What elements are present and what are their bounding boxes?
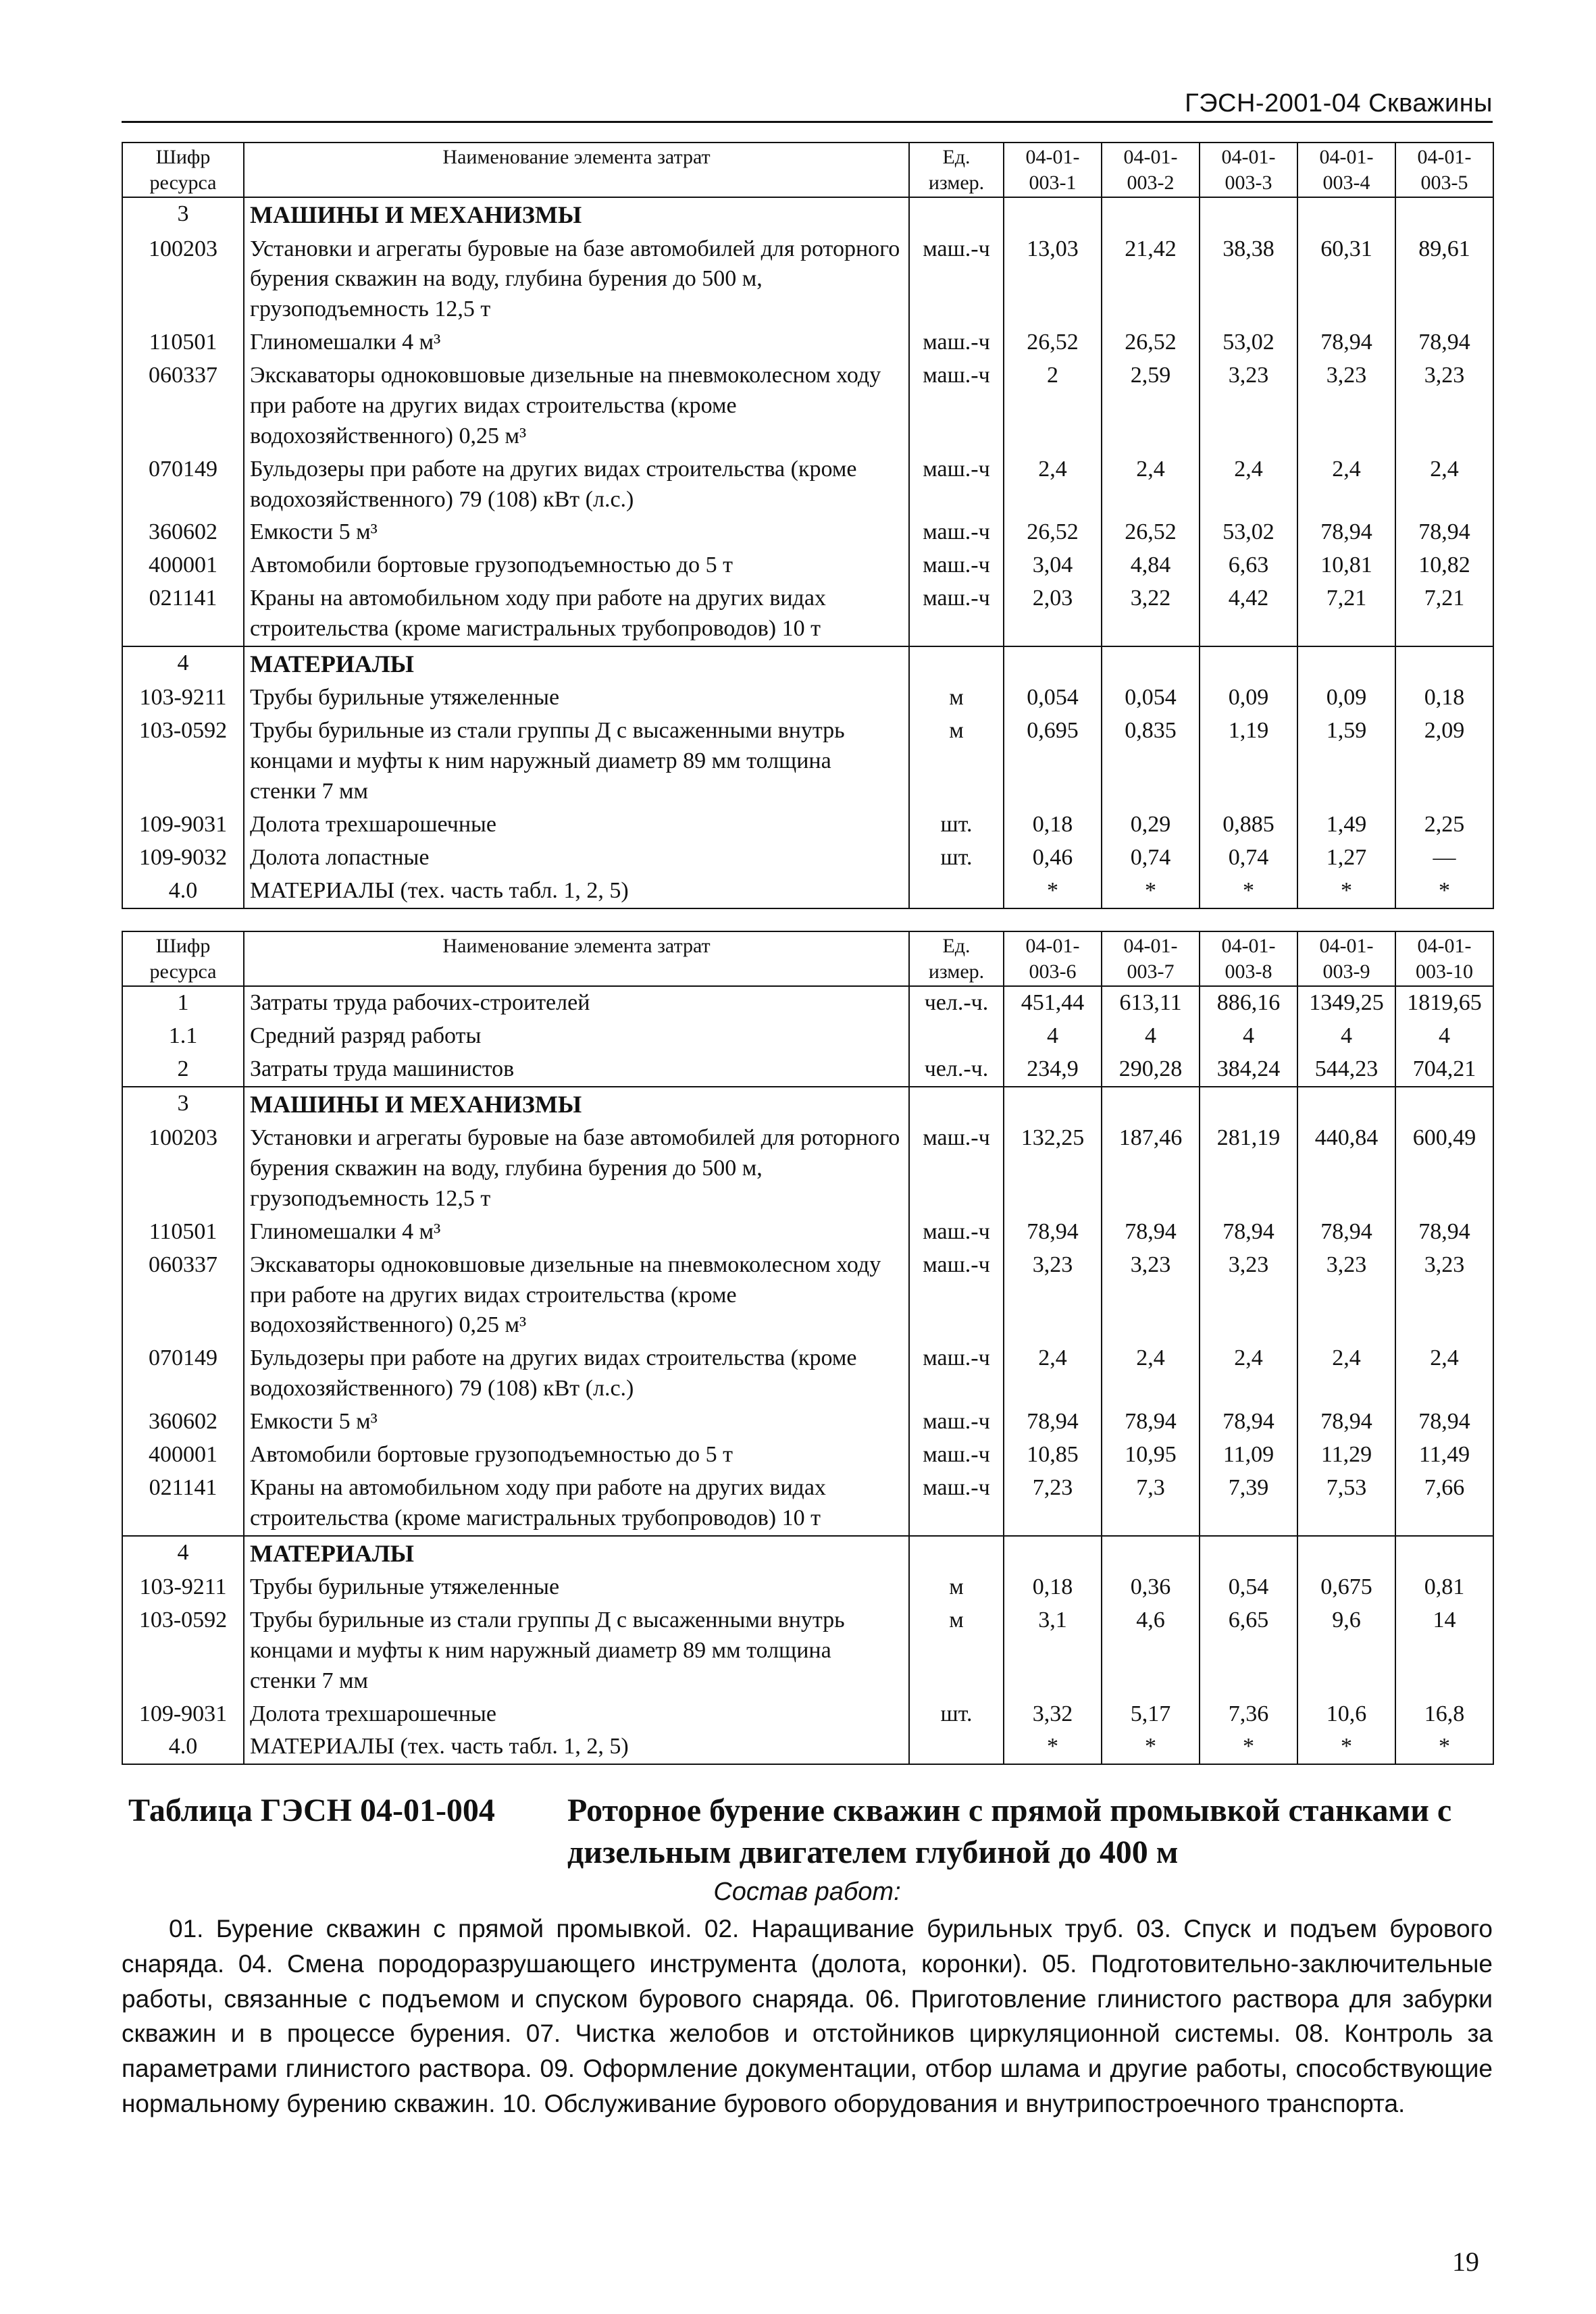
resource-code-cell: 109-9031 [122, 1698, 244, 1731]
value-cell: 1,49 [1297, 808, 1395, 842]
value-cell: 886,16 [1200, 986, 1297, 1020]
value-cell: 0,885 [1200, 808, 1297, 842]
header-unit: Ед. измер. [909, 143, 1004, 197]
value-cell: 60,31 [1297, 233, 1395, 327]
unit-cell [909, 1020, 1004, 1053]
resource-code-cell: 4 [122, 646, 244, 682]
value-cell [1297, 197, 1395, 233]
cost-element-name-cell: Трубы бурильные из стали группы Д с высаженными внутрь концами и муфты к ним наружный диаметр 89 мм толщина стенки 7 мм [244, 715, 909, 808]
value-cell: 2,4 [1102, 453, 1200, 517]
value-cell: 4 [1395, 1020, 1493, 1053]
value-cell: 78,94 [1297, 1406, 1395, 1439]
unit-cell: маш.-ч [909, 1216, 1004, 1249]
running-header: ГЭСН-2001-04 Скважины [122, 89, 1493, 123]
resource-table-2 [122, 931, 1494, 1765]
value-cell: 3,04 [1004, 549, 1102, 582]
value-cell: 16,8 [1395, 1698, 1493, 1731]
value-cell: 0,18 [1395, 682, 1493, 715]
table-row [122, 1342, 1493, 1406]
value-cell: 11,49 [1395, 1439, 1493, 1472]
value-cell: * [1297, 1730, 1395, 1764]
header-col: 04-01-003-7 [1102, 931, 1200, 986]
value-cell: 4 [1102, 1020, 1200, 1053]
value-cell: 704,21 [1395, 1053, 1493, 1087]
cost-element-name-cell: Автомобили бортовые грузоподъемностью до 5 т [244, 549, 909, 582]
cost-element-name-cell: Трубы бурильные из стали группы Д с высаженными внутрь концами и муфты к ним наружный диаметр 89 мм толщина стенки 7 мм [244, 1604, 909, 1698]
resource-code-cell: 2 [122, 1053, 244, 1087]
unit-cell: маш.-ч [909, 453, 1004, 517]
resource-code-cell: 109-9031 [122, 808, 244, 842]
value-cell: 3,23 [1004, 1249, 1102, 1343]
value-cell: 0,54 [1200, 1571, 1297, 1604]
cost-element-name-cell: Емкости 5 м³ [244, 516, 909, 549]
resource-code-cell: 4 [122, 1536, 244, 1572]
resource-code-cell: 103-9211 [122, 682, 244, 715]
cost-element-name-cell: Трубы бурильные утяжеленные [244, 1571, 909, 1604]
header-name: Наименование элемента затрат [244, 931, 909, 986]
resource-code-cell: 060337 [122, 1249, 244, 1343]
value-cell: 26,52 [1004, 326, 1102, 359]
resource-code-cell: 100203 [122, 233, 244, 327]
unit-cell: маш.-ч [909, 516, 1004, 549]
value-cell: 2,25 [1395, 808, 1493, 842]
value-cell: 78,94 [1297, 1216, 1395, 1249]
value-cell: 7,21 [1395, 582, 1493, 646]
table-row [122, 875, 1493, 908]
table-header-row [122, 143, 1493, 197]
resource-code-cell: 070149 [122, 1342, 244, 1406]
value-cell: 0,835 [1102, 715, 1200, 808]
value-cell: 9,6 [1297, 1604, 1395, 1698]
resource-table-1 [122, 142, 1494, 909]
value-cell: 2,4 [1102, 1342, 1200, 1406]
value-cell: — [1395, 842, 1493, 875]
value-cell: 5,17 [1102, 1698, 1200, 1731]
value-cell: 78,94 [1004, 1216, 1102, 1249]
value-cell: 0,09 [1200, 682, 1297, 715]
unit-cell [909, 197, 1004, 233]
header-col: 04-01-003-3 [1200, 143, 1297, 197]
value-cell: 78,94 [1102, 1216, 1200, 1249]
value-cell: 2,4 [1004, 453, 1102, 517]
table-row [122, 986, 1493, 1020]
value-cell: 0,36 [1102, 1571, 1200, 1604]
value-cell: 4,6 [1102, 1604, 1200, 1698]
value-cell: 3,23 [1297, 1249, 1395, 1343]
cost-element-name-cell: Глиномешалки 4 м³ [244, 1216, 909, 1249]
value-cell: 0,675 [1297, 1571, 1395, 1604]
cost-element-name-cell: Долота лопастные [244, 842, 909, 875]
unit-cell: маш.-ч [909, 1472, 1004, 1536]
value-cell: 53,02 [1200, 516, 1297, 549]
resource-code-cell: 3 [122, 1087, 244, 1123]
header-col: 04-01-003-5 [1395, 143, 1493, 197]
value-cell: 4 [1297, 1020, 1395, 1053]
header-col: 04-01-003-1 [1004, 143, 1102, 197]
table-row [122, 1122, 1493, 1216]
header-col: 04-01-003-6 [1004, 931, 1102, 986]
value-cell [1297, 1087, 1395, 1123]
value-cell: * [1004, 1730, 1102, 1764]
value-cell: 7,39 [1200, 1472, 1297, 1536]
value-cell: 78,94 [1395, 1406, 1493, 1439]
value-cell: 1819,65 [1395, 986, 1493, 1020]
value-cell: 0,18 [1004, 1571, 1102, 1604]
resource-code-cell: 4.0 [122, 1730, 244, 1764]
value-cell: 2,09 [1395, 715, 1493, 808]
value-cell [1004, 1087, 1102, 1123]
resource-code-cell: 360602 [122, 516, 244, 549]
table-row [122, 842, 1493, 875]
value-cell: 3,23 [1395, 1249, 1493, 1343]
value-cell: 3,1 [1004, 1604, 1102, 1698]
table-row [122, 1406, 1493, 1439]
cost-element-name-cell: МАТЕРИАЛЫ (тех. часть табл. 1, 2, 5) [244, 1730, 909, 1764]
cost-element-name-cell: МАШИНЫ И МЕХАНИЗМЫ [244, 197, 909, 233]
section-row [122, 646, 1493, 682]
value-cell: 11,09 [1200, 1439, 1297, 1472]
value-cell: 234,9 [1004, 1053, 1102, 1087]
value-cell: 2,4 [1004, 1342, 1102, 1406]
cost-element-name-cell: МАШИНЫ И МЕХАНИЗМЫ [244, 1087, 909, 1123]
cost-element-name-cell: Глиномешалки 4 м³ [244, 326, 909, 359]
value-cell: 7,21 [1297, 582, 1395, 646]
resource-code-cell: 021141 [122, 582, 244, 646]
table-row [122, 1249, 1493, 1343]
value-cell: 53,02 [1200, 326, 1297, 359]
value-cell: 26,52 [1004, 516, 1102, 549]
section-row [122, 197, 1493, 233]
value-cell: 26,52 [1102, 326, 1200, 359]
value-cell: 13,03 [1004, 233, 1102, 327]
value-cell: 0,74 [1200, 842, 1297, 875]
value-cell: 132,25 [1004, 1122, 1102, 1216]
value-cell: 3,23 [1297, 359, 1395, 453]
cost-element-name-cell: Емкости 5 м³ [244, 1406, 909, 1439]
table-row [122, 453, 1493, 517]
value-cell: 281,19 [1200, 1122, 1297, 1216]
table-row [122, 1020, 1493, 1053]
table-row [122, 326, 1493, 359]
unit-cell [909, 646, 1004, 682]
table-row [122, 359, 1493, 453]
unit-cell: маш.-ч [909, 1122, 1004, 1216]
value-cell: 10,85 [1004, 1439, 1102, 1472]
value-cell: 0,695 [1004, 715, 1102, 808]
value-cell: 10,82 [1395, 549, 1493, 582]
value-cell: 10,81 [1297, 549, 1395, 582]
value-cell: 4 [1200, 1020, 1297, 1053]
cost-element-name-cell: Экскаваторы одноковшовые дизельные на пневмоколесном ходу при работе на других видах строительства (кроме водохозяйственного) 0,25 м³ [244, 1249, 909, 1343]
header-code: Шифр ресурса [122, 143, 244, 197]
cost-element-name-cell: МАТЕРИАЛЫ [244, 1536, 909, 1572]
value-cell: 0,18 [1004, 808, 1102, 842]
value-cell: 78,94 [1297, 516, 1395, 549]
value-cell: 0,054 [1102, 682, 1200, 715]
value-cell: * [1297, 875, 1395, 908]
value-cell: 0,09 [1297, 682, 1395, 715]
value-cell: 10,95 [1102, 1439, 1200, 1472]
value-cell: 2,4 [1200, 453, 1297, 517]
table-row [122, 233, 1493, 327]
value-cell [1297, 646, 1395, 682]
value-cell: 451,44 [1004, 986, 1102, 1020]
value-cell [1102, 1536, 1200, 1572]
composition-heading: Состав работ: [713, 1878, 901, 1906]
unit-cell: маш.-ч [909, 1439, 1004, 1472]
value-cell [1102, 1087, 1200, 1123]
header-col: 04-01-003-9 [1297, 931, 1395, 986]
unit-cell [909, 1730, 1004, 1764]
unit-cell: шт. [909, 808, 1004, 842]
resource-code-cell: 360602 [122, 1406, 244, 1439]
value-cell: 187,46 [1102, 1122, 1200, 1216]
value-cell: 600,49 [1395, 1122, 1493, 1216]
value-cell: 78,94 [1297, 326, 1395, 359]
table-row [122, 1053, 1493, 1087]
value-cell: 7,53 [1297, 1472, 1395, 1536]
resource-code-cell: 103-9211 [122, 1571, 244, 1604]
value-cell [1004, 197, 1102, 233]
value-cell: 2,4 [1395, 1342, 1493, 1406]
header-col: 04-01-003-4 [1297, 143, 1395, 197]
header-col: 04-01-003-2 [1102, 143, 1200, 197]
unit-cell: чел.-ч. [909, 1053, 1004, 1087]
value-cell: 613,11 [1102, 986, 1200, 1020]
value-cell: * [1102, 1730, 1200, 1764]
value-cell: 1,27 [1297, 842, 1395, 875]
cost-element-name-cell: Трубы бурильные утяжеленные [244, 682, 909, 715]
cost-element-name-cell: Краны на автомобильном ходу при работе на других видах строительства (кроме магистральных трубопроводов) 10 т [244, 582, 909, 646]
value-cell: * [1395, 875, 1493, 908]
cost-element-name-cell: Экскаваторы одноковшовые дизельные на пневмоколесном ходу при работе на других видах строительства (кроме водохозяйственного) 0,25 м³ [244, 359, 909, 453]
value-cell: 2,4 [1297, 453, 1395, 517]
value-cell: 4,84 [1102, 549, 1200, 582]
table-row [122, 1698, 1493, 1731]
header-code: Шифр ресурса [122, 931, 244, 986]
value-cell: 7,36 [1200, 1698, 1297, 1731]
cost-element-name-cell: Установки и агрегаты буровые на базе автомобилей для роторного бурения скважин на воду, глубина бурения до 500 м, грузоподъемность 12,5 т [244, 1122, 909, 1216]
value-cell: 2 [1004, 359, 1102, 453]
header-name: Наименование элемента затрат [244, 143, 909, 197]
section-row [122, 1087, 1493, 1123]
table-row [122, 1571, 1493, 1604]
value-cell: * [1004, 875, 1102, 908]
value-cell: 3,23 [1395, 359, 1493, 453]
value-cell [1004, 1536, 1102, 1572]
unit-cell: маш.-ч [909, 549, 1004, 582]
table-row [122, 1472, 1493, 1536]
value-cell: 2,59 [1102, 359, 1200, 453]
header-col: 04-01-003-8 [1200, 931, 1297, 986]
value-cell: 10,6 [1297, 1698, 1395, 1731]
value-cell: 78,94 [1200, 1216, 1297, 1249]
value-cell: 7,3 [1102, 1472, 1200, 1536]
unit-cell [909, 1536, 1004, 1572]
value-cell: 0,29 [1102, 808, 1200, 842]
value-cell: 38,38 [1200, 233, 1297, 327]
cost-element-name-cell: Бульдозеры при работе на других видах строительства (кроме водохозяйственного) 79 (108) кВт (л.с.) [244, 453, 909, 517]
value-cell [1200, 1536, 1297, 1572]
value-cell: 440,84 [1297, 1122, 1395, 1216]
table-row [122, 682, 1493, 715]
table-caption-label: Таблица ГЭСН 04-01-004 [128, 1793, 495, 1828]
value-cell: 11,29 [1297, 1439, 1395, 1472]
cost-element-name-cell: Установки и агрегаты буровые на базе автомобилей для роторного бурения скважин на воду, глубина бурения до 500 м, грузоподъемность 12,5 т [244, 233, 909, 327]
composition-text: 01. Бурение скважин с прямой промывкой. 02. Наращивание бурильных труб. 03. Спуск и подъем бурового снаряда. 04. Смена породоразрушающего инструмента (долота, коронки). 05. Подготовительно-заключительные работы, связанные с подъемом и спуском бурового снаряда. 06. Приготовление глинистого раствора для забурки скважин и в процессе бурения. 07. Чистка желобов и отстойников циркуляционной системы. 08. Контроль за параметрами глинистого раствора. 09. Оформление документации, отбор шлама и другие работы, способствующие нормальному бурению скважин. 10. Обслуживание бурового оборудования и внутрипостроечного транспорта. [122, 1915, 1493, 2117]
value-cell: 2,4 [1200, 1342, 1297, 1406]
value-cell: 1,19 [1200, 715, 1297, 808]
value-cell: 7,66 [1395, 1472, 1493, 1536]
resource-code-cell: 021141 [122, 1472, 244, 1536]
unit-cell: шт. [909, 1698, 1004, 1731]
unit-cell [909, 875, 1004, 908]
value-cell: 26,52 [1102, 516, 1200, 549]
unit-cell: м [909, 682, 1004, 715]
table-row [122, 715, 1493, 808]
value-cell: * [1395, 1730, 1493, 1764]
value-cell [1200, 197, 1297, 233]
table-row [122, 549, 1493, 582]
value-cell: 78,94 [1395, 516, 1493, 549]
value-cell: 3,22 [1102, 582, 1200, 646]
value-cell: 1,59 [1297, 715, 1395, 808]
unit-cell: м [909, 715, 1004, 808]
unit-cell: шт. [909, 842, 1004, 875]
unit-cell: маш.-ч [909, 582, 1004, 646]
value-cell: 6,65 [1200, 1604, 1297, 1698]
resource-code-cell: 400001 [122, 1439, 244, 1472]
table-header-row [122, 931, 1493, 986]
page-number: 19 [1452, 2246, 1479, 2277]
value-cell: 2,4 [1395, 453, 1493, 517]
unit-cell: маш.-ч [909, 1342, 1004, 1406]
value-cell: 78,94 [1004, 1406, 1102, 1439]
value-cell: 78,94 [1200, 1406, 1297, 1439]
unit-cell [909, 1087, 1004, 1123]
resource-code-cell: 3 [122, 197, 244, 233]
value-cell: 3,32 [1004, 1698, 1102, 1731]
table-row [122, 582, 1493, 646]
value-cell [1102, 646, 1200, 682]
resource-code-cell: 103-0592 [122, 715, 244, 808]
cost-element-name-cell: МАТЕРИАЛЫ [244, 646, 909, 682]
resource-code-cell: 400001 [122, 549, 244, 582]
resource-code-cell: 100203 [122, 1122, 244, 1216]
value-cell: 78,94 [1395, 326, 1493, 359]
cost-element-name-cell: Краны на автомобильном ходу при работе на других видах строительства (кроме магистральных трубопроводов) 10 т [244, 1472, 909, 1536]
table-row [122, 516, 1493, 549]
value-cell [1395, 1087, 1493, 1123]
unit-cell: маш.-ч [909, 1406, 1004, 1439]
value-cell: 4 [1004, 1020, 1102, 1053]
value-cell [1004, 646, 1102, 682]
cost-element-name-cell: Долота трехшарошечные [244, 808, 909, 842]
table-row [122, 1730, 1493, 1764]
resource-code-cell: 4.0 [122, 875, 244, 908]
resource-code-cell: 109-9032 [122, 842, 244, 875]
unit-cell: маш.-ч [909, 326, 1004, 359]
value-cell [1102, 197, 1200, 233]
value-cell: 89,61 [1395, 233, 1493, 327]
table-caption-title: Роторное бурение скважин с прямой промывкой станками с дизельным двигателем глубиной до 400 м [567, 1793, 1452, 1871]
value-cell: 3,23 [1200, 359, 1297, 453]
value-cell: * [1200, 1730, 1297, 1764]
value-cell: 4,42 [1200, 582, 1297, 646]
value-cell: 78,94 [1102, 1406, 1200, 1439]
unit-cell: чел.-ч. [909, 986, 1004, 1020]
value-cell: 2,03 [1004, 582, 1102, 646]
value-cell: * [1102, 875, 1200, 908]
value-cell [1200, 646, 1297, 682]
resource-code-cell: 1 [122, 986, 244, 1020]
value-cell [1395, 1536, 1493, 1572]
value-cell: 3,23 [1200, 1249, 1297, 1343]
value-cell [1395, 646, 1493, 682]
resource-code-cell: 1.1 [122, 1020, 244, 1053]
cost-element-name-cell: Средний разряд работы [244, 1020, 909, 1053]
table-row [122, 1604, 1493, 1698]
section-row [122, 1536, 1493, 1572]
unit-cell: м [909, 1604, 1004, 1698]
unit-cell: маш.-ч [909, 359, 1004, 453]
value-cell: 21,42 [1102, 233, 1200, 327]
value-cell: 0,74 [1102, 842, 1200, 875]
value-cell [1200, 1087, 1297, 1123]
unit-cell: маш.-ч [909, 1249, 1004, 1343]
value-cell [1297, 1536, 1395, 1572]
value-cell: 14 [1395, 1604, 1493, 1698]
value-cell: 78,94 [1395, 1216, 1493, 1249]
header-col: 04-01-003-10 [1395, 931, 1493, 986]
resource-code-cell: 070149 [122, 453, 244, 517]
value-cell: * [1200, 875, 1297, 908]
value-cell: 7,23 [1004, 1472, 1102, 1536]
cost-element-name-cell: Затраты труда машинистов [244, 1053, 909, 1087]
cost-element-name-cell: МАТЕРИАЛЫ (тех. часть табл. 1, 2, 5) [244, 875, 909, 908]
header-unit: Ед. измер. [909, 931, 1004, 986]
value-cell: 290,28 [1102, 1053, 1200, 1087]
value-cell: 0,054 [1004, 682, 1102, 715]
value-cell: 6,63 [1200, 549, 1297, 582]
cost-element-name-cell: Бульдозеры при работе на других видах строительства (кроме водохозяйственного) 79 (108) кВт (л.с.) [244, 1342, 909, 1406]
table-row [122, 808, 1493, 842]
unit-cell: м [909, 1571, 1004, 1604]
value-cell: 384,24 [1200, 1053, 1297, 1087]
value-cell: 0,46 [1004, 842, 1102, 875]
value-cell [1395, 197, 1493, 233]
cost-element-name-cell: Затраты труда рабочих-строителей [244, 986, 909, 1020]
resource-code-cell: 110501 [122, 1216, 244, 1249]
value-cell: 3,23 [1102, 1249, 1200, 1343]
value-cell: 1349,25 [1297, 986, 1395, 1020]
table-row [122, 1216, 1493, 1249]
value-cell: 0,81 [1395, 1571, 1493, 1604]
unit-cell: маш.-ч [909, 233, 1004, 327]
value-cell: 544,23 [1297, 1053, 1395, 1087]
resource-code-cell: 103-0592 [122, 1604, 244, 1698]
cost-element-name-cell: Долота трехшарошечные [244, 1698, 909, 1731]
cost-element-name-cell: Автомобили бортовые грузоподъемностью до 5 т [244, 1439, 909, 1472]
resource-code-cell: 060337 [122, 359, 244, 453]
table-row [122, 1439, 1493, 1472]
resource-code-cell: 110501 [122, 326, 244, 359]
value-cell: 2,4 [1297, 1342, 1395, 1406]
